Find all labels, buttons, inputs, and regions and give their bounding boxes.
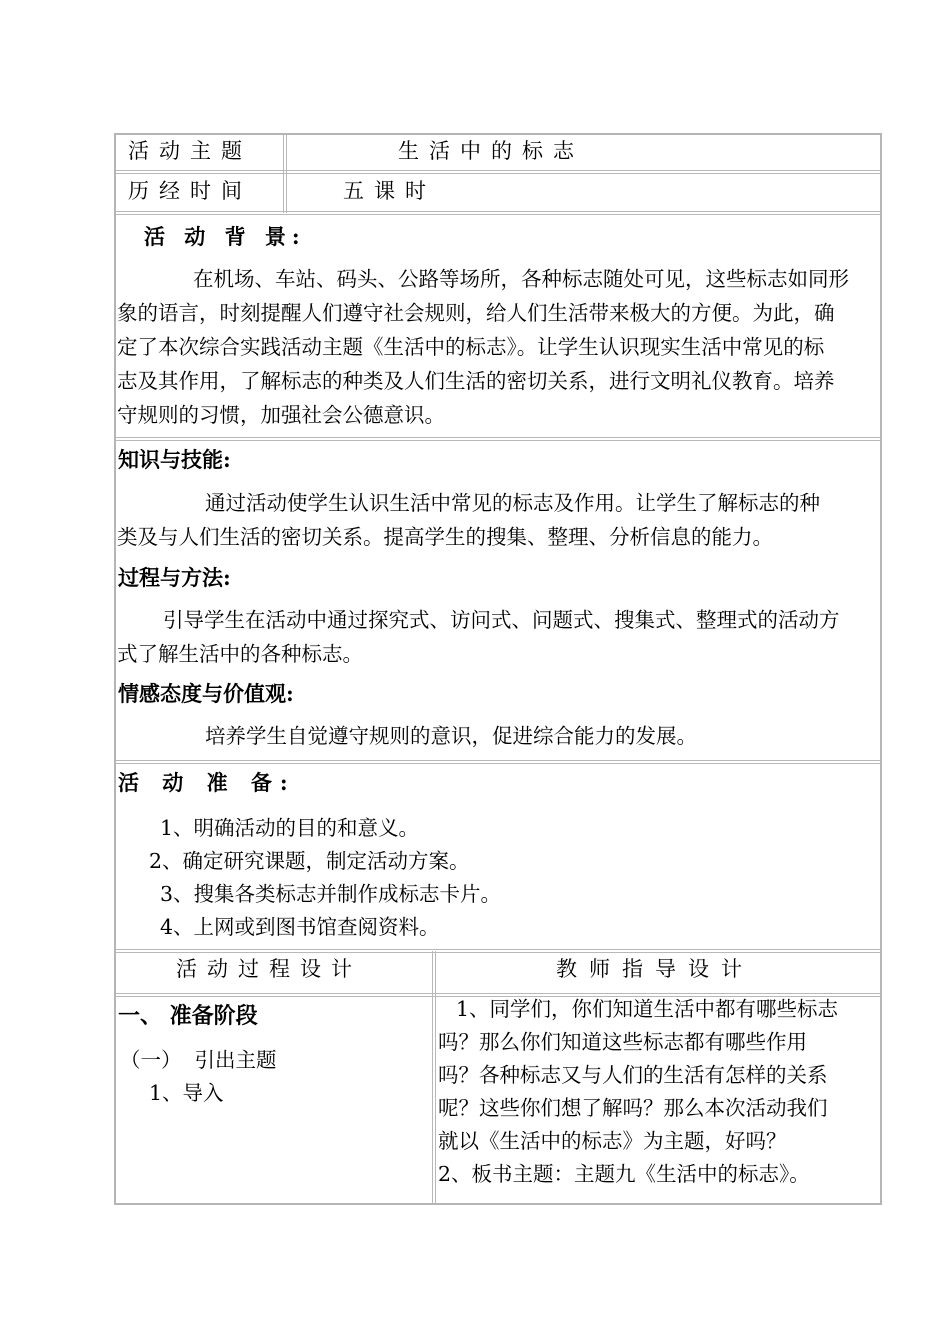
background-paragraph xyxy=(117,262,879,432)
process-heading: 过程与方法: xyxy=(118,565,231,590)
topic-label: 活动主题 xyxy=(128,139,252,163)
preparation-item: 3、搜集各类标志并制作成标志卡片。 xyxy=(160,882,502,906)
background-heading: 活 动 背 景: xyxy=(144,224,306,249)
background-line: 志及其作用，了解标志的种类及人们生活的密切关系，进行文明礼仪教育。培养 xyxy=(117,369,835,393)
guidance-line: 1、同学们，你们知道生活中都有哪些标志 xyxy=(456,997,839,1021)
teacher-guidance xyxy=(438,993,878,1191)
process-line: 引导学生在活动中通过探究式、访问式、问题式、搜集式、整理式的活动方 xyxy=(163,608,840,632)
guidance-line: 就以《生活中的标志》为主题，好吗？ xyxy=(438,1129,787,1153)
guidance-line: 吗？那么你们知道这些标志都有哪些作用 xyxy=(438,1030,807,1054)
stage-title: 一、 准备阶段 xyxy=(118,1003,258,1029)
background-line: 守规则的习惯，加强社会公德意识。 xyxy=(117,403,445,427)
column-divider xyxy=(432,951,436,1203)
step-item: 1、导入 xyxy=(149,1081,224,1105)
preparation-heading: 活 动 准 备: xyxy=(118,770,296,795)
duration-label: 历经时间 xyxy=(128,179,252,203)
process-line: 式了解生活中的各种标志。 xyxy=(117,642,363,666)
guidance-line: 2、板书主题：主题九《生活中的标志》。 xyxy=(438,1162,810,1186)
column-header-teacher: 教师指导设计 xyxy=(556,957,754,981)
topic-value: 生活中的标志 xyxy=(398,139,584,163)
preparation-item: 1、明确活动的目的和意义。 xyxy=(160,816,420,840)
background-line: 象的语言，时刻提醒人们遵守社会规则，给人们生活带来极大的方便。为此，确 xyxy=(117,301,835,325)
preparation-item: 4、上网或到图书馆查阅资料。 xyxy=(160,915,440,939)
guidance-line: 呢？这些你们想了解吗？那么本次活动我们 xyxy=(438,1096,828,1120)
emotion-heading: 情感态度与价值观: xyxy=(118,681,294,706)
emotion-paragraph xyxy=(117,719,879,753)
knowledge-paragraph xyxy=(117,486,879,554)
column-header-process: 活动过程设计 xyxy=(176,957,362,981)
column-divider xyxy=(283,135,287,213)
emotion-line: 培养学生自觉遵守规则的意识，促进综合能力的发展。 xyxy=(205,724,697,748)
row-divider xyxy=(116,211,880,215)
guidance-line: 吗？各种标志又与人们的生活有怎样的关系 xyxy=(438,1063,828,1087)
knowledge-line: 类及与人们生活的密切关系。提高学生的搜集、整理、分析信息的能力。 xyxy=(117,525,773,549)
preparation-item: 2、确定研究课题，制定活动方案。 xyxy=(149,849,470,873)
subsection-title: （一） 引出主题 xyxy=(120,1048,277,1072)
section-divider xyxy=(116,760,880,764)
process-paragraph xyxy=(117,603,879,671)
duration-value: 五课时 xyxy=(343,179,436,203)
section-divider xyxy=(116,437,880,441)
background-line: 定了本次综合实践活动主题《生活中的标志》。让学生认识现实生活中常见的标 xyxy=(117,335,825,359)
knowledge-line: 通过活动使学生认识生活中常见的标志及作用。让学生了解标志的种 xyxy=(205,491,820,515)
knowledge-heading: 知识与技能: xyxy=(118,447,231,472)
background-line: 在机场、车站、码头、公路等场所，各种标志随处可见，这些标志如同形 xyxy=(193,267,849,291)
